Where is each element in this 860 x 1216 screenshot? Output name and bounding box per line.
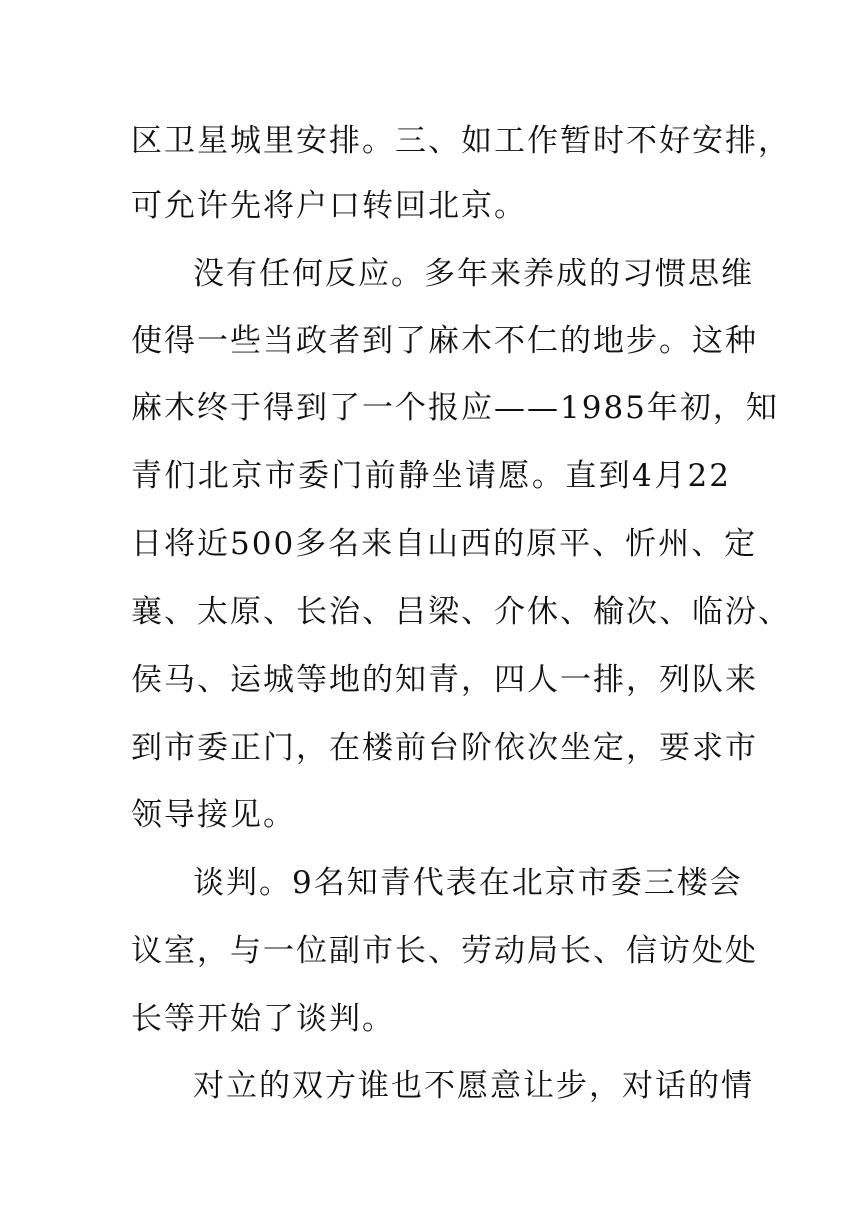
text-line: 长等开始了谈判。 bbox=[131, 1001, 395, 1037]
paragraph-first-line: 没有任何反应。多年来养成的习惯思维 bbox=[193, 256, 754, 292]
text-line: 区卫星城里安排。三、如工作暂时不好安排， bbox=[131, 123, 791, 159]
text-line: 领导接见。 bbox=[131, 797, 296, 833]
paragraph-first-line: 对立的双方谁也不愿意让步，对话的情 bbox=[193, 1068, 754, 1104]
text-line: 可允许先将户口转回北京。 bbox=[131, 188, 527, 224]
paragraph-first-line: 谈判。9名知青代表在北京市委三楼会 bbox=[193, 865, 743, 901]
text-line: 襄、太原、长治、吕梁、介休、榆次、临汾、 bbox=[131, 594, 791, 630]
text-line: 侯马、运城等地的知青，四人一排，列队来 bbox=[131, 662, 758, 698]
text-line: 麻木终于得到了一个报应——1985年初，知 bbox=[131, 390, 779, 426]
text-line: 日将近500多名来自山西的原平、忻州、定 bbox=[131, 526, 758, 562]
text-line: 到市委正门，在楼前台阶依次坐定，要求市 bbox=[131, 730, 758, 766]
text-line: 议室，与一位副市长、劳动局长、信访处处 bbox=[131, 933, 758, 969]
text-line: 青们北京市委门前静坐请愿。直到4月22 bbox=[131, 458, 731, 494]
text-line: 使得一些当政者到了麻木不仁的地步。这种 bbox=[131, 323, 758, 359]
